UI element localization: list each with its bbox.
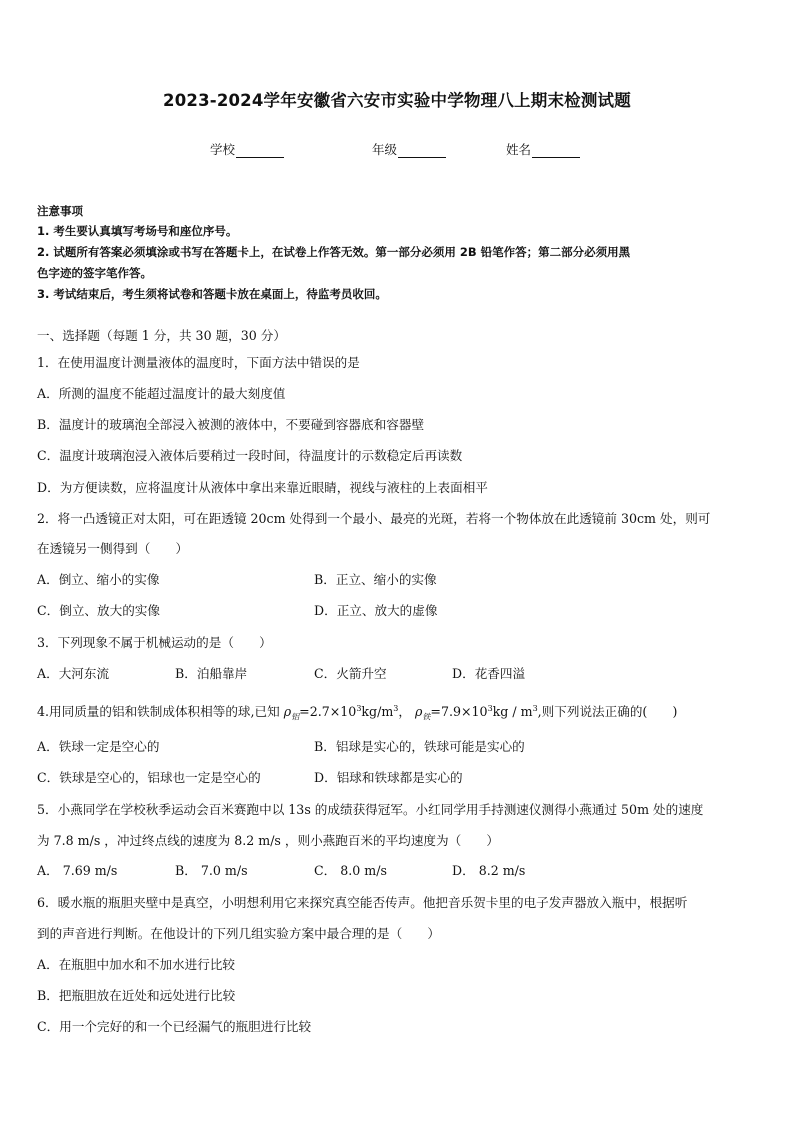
school-blank[interactable]: [236, 143, 284, 158]
school-field[interactable]: [210, 140, 284, 158]
density-iron: [415, 704, 431, 722]
question-6-option-c: C．用一个完好的和一个已经漏气的瓶胆进行比较: [37, 1019, 312, 1034]
name-label: 姓名: [506, 142, 532, 157]
question-2-option-c: C．倒立、放大的实像: [37, 603, 160, 618]
iron-exponent: 3: [487, 704, 493, 713]
grade-blank[interactable]: [398, 143, 446, 158]
aluminum-unit: kg/m: [361, 704, 394, 720]
rho-symbol: ρ: [415, 704, 423, 720]
question-1-stem: 1．在使用温度计测量液体的温度时，下面方法中错误的是: [37, 355, 360, 370]
separator: ，: [398, 704, 411, 720]
notice-item: 色字迹的签字笔作答。: [37, 266, 152, 280]
question-3-option-a: A．大河东流: [37, 666, 110, 681]
student-info-row: [0, 140, 794, 160]
question-3-option-b: B．泊船靠岸: [175, 666, 248, 681]
question-2-option-a: A．倒立、缩小的实像: [37, 572, 160, 587]
iron-unit-exponent: 3: [532, 704, 538, 713]
notice-item: 2. 试题所有答案必须填涂或书写在答题卡上，在试卷上作答无效。第一部分必须用 2B 铅笔作答；第二部分必须用黑: [37, 245, 631, 259]
question-2-option-d: D．正立、放大的虚像: [314, 603, 438, 618]
question-3-option-c: C．火箭升空: [314, 666, 387, 681]
question-5-option-d: D． 8.2 m/s: [452, 863, 526, 878]
school-label: 学校: [210, 142, 236, 157]
aluminum-subscript: 铝: [291, 712, 300, 722]
question-4-option-c: C．铁球是空心的，铝球也一定是空心的: [37, 770, 261, 785]
question-1-option-b: B．温度计的玻璃泡全部浸入被测的液体中，不要碰到容器底和容器壁: [37, 417, 425, 432]
aluminum-value: =2.7×10: [299, 704, 357, 720]
rho-symbol: ρ: [283, 704, 292, 720]
iron-unit: kg / m: [492, 704, 533, 720]
aluminum-unit-exponent: 3: [393, 704, 399, 713]
question-1-option-d: D．为方便读数，应将温度计从液体中拿出来靠近眼睛，视线与液柱的上表面相平: [37, 480, 488, 495]
grade-label: 年级: [372, 142, 398, 157]
question-6-option-b: B．把瓶胆放在近处和远处进行比较: [37, 988, 236, 1003]
name-blank[interactable]: [532, 143, 580, 158]
question-4-option-d: D．铝球和铁球都是实心的: [314, 770, 463, 785]
question-1-option-a: A．所测的温度不能超过温度计的最大刻度值: [37, 386, 286, 401]
notice-heading: 注意事项: [37, 204, 83, 218]
question-6-stem: 6．暖水瓶的瓶胆夹壁中是真空，小明想利用它来探究真空能否传声。他把音乐贺卡里的电子发声器放入瓶中，根据听: [37, 895, 688, 910]
question-4-stem: [37, 700, 677, 727]
density-aluminum: [283, 704, 300, 722]
iron-value: =7.9×10: [430, 704, 488, 720]
question-2-stem: 2．将一凸透镜正对太阳，可在距透镜 20cm 处得到一个最小、最亮的光斑，若将一个物体放在此透镜前 30cm 处，则可: [37, 511, 711, 526]
question-6-stem-cont: 到的声音进行判断。在他设计的下列几组实验方案中最合理的是（ ）: [37, 926, 440, 941]
question-5-option-b: B． 7.0 m/s: [175, 863, 248, 878]
question-6-option-a: A．在瓶胆中加水和不加水进行比较: [37, 957, 236, 972]
question-4-option-a: A．铁球一定是空心的: [37, 739, 160, 754]
question-1-option-c: C．温度计玻璃泡浸入液体后要稍过一段时间，待温度计的示数稳定后再读数: [37, 448, 463, 463]
grade-field[interactable]: [372, 140, 446, 158]
question-2-stem-cont: 在透镜另一侧得到（ ）: [37, 541, 189, 556]
question-5-option-c: C． 8.0 m/s: [314, 863, 387, 878]
question-4-stem-suffix: ,则下列说法正确的( ): [537, 704, 678, 720]
name-field[interactable]: [506, 140, 580, 158]
question-4-stem-prefix: 4.用同质量的铝和铁制成体积相等的球,已知: [37, 704, 280, 720]
aluminum-exponent: 3: [356, 704, 362, 713]
exam-title: 2023-2024学年安徽省六安市实验中学物理八上期末检测试题: [163, 91, 631, 110]
question-2-option-b: B．正立、缩小的实像: [314, 572, 437, 587]
question-5-stem: 5．小燕同学在学校秋季运动会百米赛跑中以 13s 的成绩获得冠军。小红同学用手持测速仪测得小燕通过 50m 处的速度: [37, 802, 704, 817]
question-4-option-b: B．铝球是实心的，铁球可能是实心的: [314, 739, 525, 754]
iron-subscript: 铁: [422, 712, 431, 722]
notice-item: 1. 考生要认真填写考场号和座位序号。: [37, 224, 238, 238]
notice-item: 3. 考试结束后，考生须将试卷和答题卡放在桌面上，待监考员收回。: [37, 287, 387, 301]
question-3-option-d: D．花香四溢: [452, 666, 526, 681]
question-5-stem-cont: 为 7.8 m/s ，冲过终点线的速度为 8.2 m/s ，则小燕跑百米的平均速度为（ ）: [37, 833, 499, 848]
section-heading: 一、选择题（每题 1 分，共 30 题，30 分）: [37, 328, 286, 343]
question-5-option-a: A． 7.69 m/s: [37, 863, 118, 878]
question-3-stem: 3．下列现象不属于机械运动的是（ ）: [37, 635, 272, 650]
